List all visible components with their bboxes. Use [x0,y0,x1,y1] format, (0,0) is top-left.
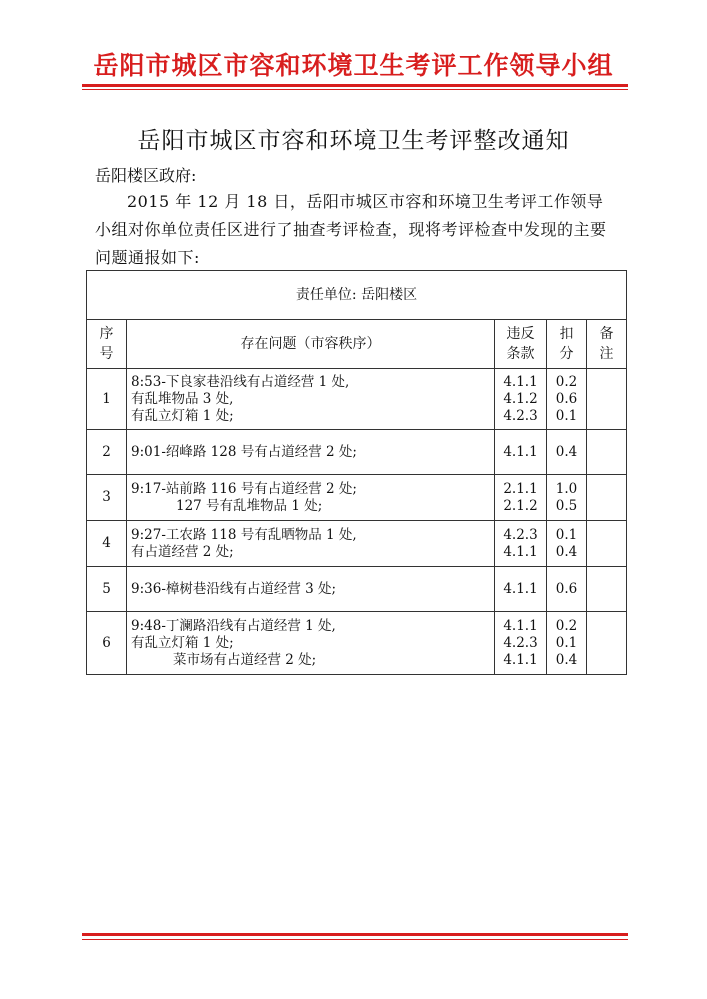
header-seq-line2: 号 [99,346,114,362]
deduction-value: 0.2 [555,373,578,390]
row-deductions [547,369,587,430]
deduction-value: 0.1 [555,634,578,651]
row-clauses [495,521,547,567]
row-clauses [495,567,547,612]
clause-value: 4.1.1 [503,373,538,390]
row-deductions [547,612,587,675]
row-issues [127,612,495,675]
table-row [87,612,627,675]
footer-rule-thick [82,933,628,936]
header-rule-thick [82,84,628,87]
clause-value: 2.1.2 [503,497,538,514]
row-deductions [547,430,587,475]
issue-line: 有乱堆物品 3 处, [131,390,234,407]
clause-value: 4.2.3 [503,634,538,651]
header-deduct-line1: 扣 [559,326,574,342]
issue-line: 有占道经营 2 处; [131,543,234,560]
row-deductions [547,567,587,612]
header-remark-line1: 备 [599,326,614,342]
org-header: 岳阳市城区市容和环境卫生考评工作领导小组 [93,51,614,80]
clause-value: 4.2.3 [503,526,538,543]
deduction-value: 0.2 [555,617,578,634]
header-issue: 存在问题（市容秩序） [127,320,495,369]
issue-line: 9:48-丁澜路沿线有占道经营 1 处, [131,617,336,634]
issue-line: 127 号有乱堆物品 1 处; [176,497,323,514]
clause-value: 4.1.1 [503,617,538,634]
issue-line: 8:53-下良家巷沿线有占道经营 1 处, [131,373,350,390]
header-deduct-line2: 分 [559,346,574,362]
header-rule-thin [82,89,628,90]
table-row [87,475,627,521]
row-deductions [547,521,587,567]
header-remark [587,320,627,369]
row-seq: 2 [87,430,127,475]
issue-line: 菜市场有占道经营 2 处; [173,651,317,668]
issue-line: 9:17-站前路 116 号有占道经营 2 处; [131,480,357,497]
row-seq: 3 [87,475,127,521]
clause-value: 4.1.1 [503,580,538,597]
row-remark [587,612,627,675]
row-remark [587,369,627,430]
deduction-value: 0.4 [555,443,578,460]
row-seq: 1 [87,369,127,430]
notice-title: 岳阳市城区市容和环境卫生考评整改通知 [137,128,570,154]
header-clause-line2: 条款 [506,346,535,362]
header-clause-line1: 违反 [506,326,535,342]
deduction-value: 1.0 [555,480,578,497]
row-clauses [495,430,547,475]
issue-line: 有乱立灯箱 1 处; [131,407,234,424]
row-issues [127,521,495,567]
clause-value: 4.1.1 [503,443,538,460]
footer-rule-thin [82,939,628,940]
clause-value: 4.1.1 [503,543,538,560]
addressee: 岳阳楼区政府: [95,166,197,185]
row-remark [587,567,627,612]
deduction-value: 0.4 [555,543,578,560]
row-issues [127,430,495,475]
issue-line: 9:36-樟树巷沿线有占道经营 3 处; [131,580,337,597]
inspection-table [86,270,627,675]
header-seq-line1: 序 [99,326,114,342]
header-seq [87,320,127,369]
row-issues [127,567,495,612]
notice-body: 2015 年 12 月 18 日，岳阳市城区市容和环境卫生考评工作领导小组对你单位责任区进行了抽查考评检查，现将考评检查中发现的主要问题通报如下: [95,192,607,267]
issue-line: 9:27-工农路 118 号有乱晒物品 1 处, [131,526,357,543]
issue-line: 有乱立灯箱 1 处; [131,634,234,651]
row-deductions [547,475,587,521]
row-clauses [495,475,547,521]
clause-value: 4.1.2 [503,390,538,407]
header-deduct [547,320,587,369]
row-issues [127,369,495,430]
clause-value: 4.2.3 [503,407,538,424]
table-row [87,369,627,430]
issue-line: 9:01-绍峰路 128 号有占道经营 2 处; [131,443,357,460]
deduction-value: 0.5 [555,497,578,514]
row-remark [587,430,627,475]
deduction-value: 0.4 [555,651,578,668]
row-issues [127,475,495,521]
row-seq: 6 [87,612,127,675]
row-seq: 4 [87,521,127,567]
table-header-row [87,320,627,369]
row-remark [587,521,627,567]
deduction-value: 0.1 [555,526,578,543]
table-row [87,567,627,612]
table-row [87,521,627,567]
row-seq: 5 [87,567,127,612]
clause-value: 4.1.1 [503,651,538,668]
row-clauses [495,612,547,675]
responsible-unit: 责任单位: 岳阳楼区 [87,271,627,320]
deduction-value: 0.6 [555,390,578,407]
deduction-value: 0.1 [555,407,578,424]
deduction-value: 0.6 [555,580,578,597]
header-clause [495,320,547,369]
clause-value: 2.1.1 [503,480,538,497]
row-remark [587,475,627,521]
row-clauses [495,369,547,430]
header-remark-line2: 注 [599,346,614,362]
table-row [87,430,627,475]
